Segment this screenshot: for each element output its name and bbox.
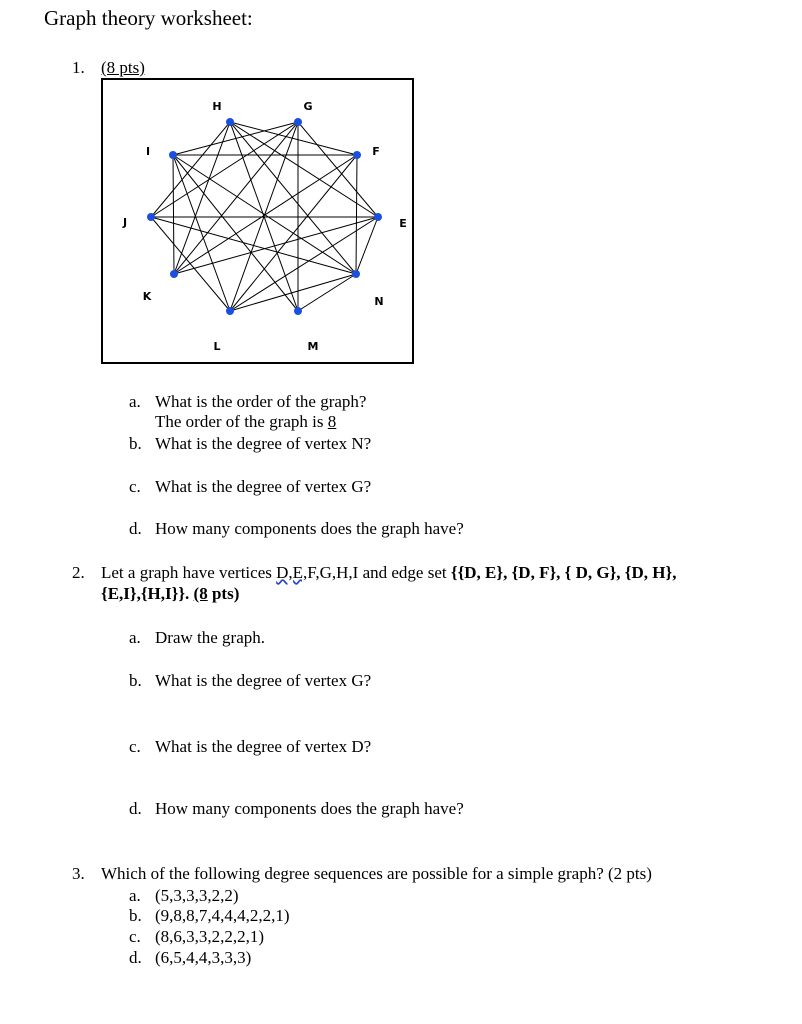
q2-line1 — [101, 563, 676, 583]
edge-F-N — [356, 155, 357, 274]
vertex-label-N: N — [374, 295, 384, 308]
item-label: d. — [129, 799, 142, 818]
item-text: (6,5,4,4,3,3,3) — [155, 948, 252, 967]
edge-I-M — [173, 155, 298, 311]
vertex-label-F: F — [372, 145, 380, 158]
item-label: d. — [129, 948, 142, 967]
item-text: What is the degree of vertex G? — [155, 477, 372, 496]
item-label: c. — [129, 737, 141, 756]
q2-points-underlined: (8 — [193, 584, 208, 603]
item-label: d. — [129, 519, 142, 538]
vertex-label-K: K — [142, 290, 152, 303]
vertex-label-I: I — [145, 145, 151, 158]
vertex-K — [170, 270, 178, 278]
edge-K-E — [174, 217, 378, 274]
item-text: What is the order of the graph? — [155, 392, 367, 411]
q2-edges-1: {{D, E}, {D, F}, { D, G}, {D, H}, — [450, 563, 677, 582]
vertex-label-H: H — [212, 100, 222, 113]
item-label: c. — [129, 477, 141, 496]
item-label: b. — [129, 906, 142, 925]
vertex-label-G: G — [303, 100, 313, 113]
graph-figure — [101, 78, 414, 364]
vertex-J — [147, 213, 155, 221]
item-text: (8,6,3,3,2,2,2,1) — [155, 927, 265, 946]
edge-J-N — [151, 217, 356, 274]
vertex-label-L: L — [213, 340, 221, 353]
vertex-label-M: M — [307, 340, 319, 353]
q1-item-c — [129, 477, 371, 497]
edge-J-L — [151, 217, 230, 311]
item-label: a. — [129, 628, 141, 647]
item-text: What is the degree of vertex D? — [155, 737, 372, 756]
item-label: c. — [129, 927, 141, 946]
q1-item-d — [129, 519, 464, 539]
edge-H-E — [230, 122, 378, 217]
q3-item-b — [129, 906, 290, 926]
answer-value: 8 — [327, 412, 337, 431]
item-label: a. — [129, 392, 141, 411]
edge-I-N — [173, 155, 356, 274]
edge-F-K — [174, 155, 357, 274]
q2-vertices-rest: F,G,H,I and edge set — [307, 563, 451, 582]
answer-prefix: The order of the graph is — [155, 412, 328, 431]
item-text: What is the degree of vertex N? — [155, 434, 372, 453]
vertex-M — [294, 307, 302, 315]
item-label: a. — [129, 886, 141, 905]
item-text: (9,8,8,7,4,4,4,2,2,1) — [155, 906, 290, 925]
q1-number: 1. — [72, 58, 85, 77]
vertex-L — [226, 307, 234, 315]
edge-I-L — [173, 155, 230, 311]
vertex-G — [294, 118, 302, 126]
q1-item-a — [129, 392, 366, 412]
item-text: How many components does the graph have? — [155, 519, 464, 538]
vertex-F — [353, 151, 361, 159]
item-label: b. — [129, 671, 142, 690]
edge-G-E — [298, 122, 378, 217]
edge-G-K — [174, 122, 298, 274]
edge-I-K — [173, 155, 174, 274]
page-title: Graph theory worksheet: — [44, 6, 253, 30]
vertex-E — [374, 213, 382, 221]
q3-item-d — [129, 948, 251, 968]
q2-item-d — [129, 799, 464, 819]
edge-G-I — [173, 122, 298, 155]
edge-H-N — [230, 122, 356, 274]
vertex-label-E: E — [399, 217, 407, 230]
q3-text: Which of the following degree sequences are possible for a simple graph? (2 pts) — [101, 864, 652, 883]
item-text: How many components does the graph have? — [155, 799, 464, 818]
q1-points: (8 pts) — [101, 58, 145, 77]
q3-item-c — [129, 927, 264, 947]
q1-item-b — [129, 434, 371, 454]
q2-item-c — [129, 737, 371, 757]
vertex-H — [226, 118, 234, 126]
item-text: What is the degree of vertex G? — [155, 671, 372, 690]
q2-prefix: Let a graph have vertices — [101, 563, 277, 582]
q2-item-b — [129, 671, 371, 691]
item-text: Draw the graph. — [155, 628, 265, 647]
q3-number: 3. — [72, 864, 85, 883]
graph-svg — [103, 80, 412, 362]
vertex-I — [169, 151, 177, 159]
q2-points-rest: pts) — [207, 584, 240, 603]
q2-line2 — [101, 584, 239, 604]
q3-item-a — [129, 886, 239, 906]
edge-E-N — [356, 217, 378, 274]
vertex-N — [352, 270, 360, 278]
edge-F-L — [230, 155, 357, 311]
vertex-label-J: J — [122, 216, 128, 229]
q1-answer — [155, 412, 336, 432]
edge-H-K — [174, 122, 230, 274]
edge-M-N — [298, 274, 356, 311]
q2-item-a — [129, 628, 265, 648]
item-text: (5,3,3,3,2,2) — [155, 886, 239, 905]
q2-vertices-underlined: D,E, — [276, 563, 308, 582]
q2-edges-2: {E,I},{H,I}}. — [101, 584, 194, 603]
item-label: b. — [129, 434, 142, 453]
q2-number: 2. — [72, 563, 85, 582]
